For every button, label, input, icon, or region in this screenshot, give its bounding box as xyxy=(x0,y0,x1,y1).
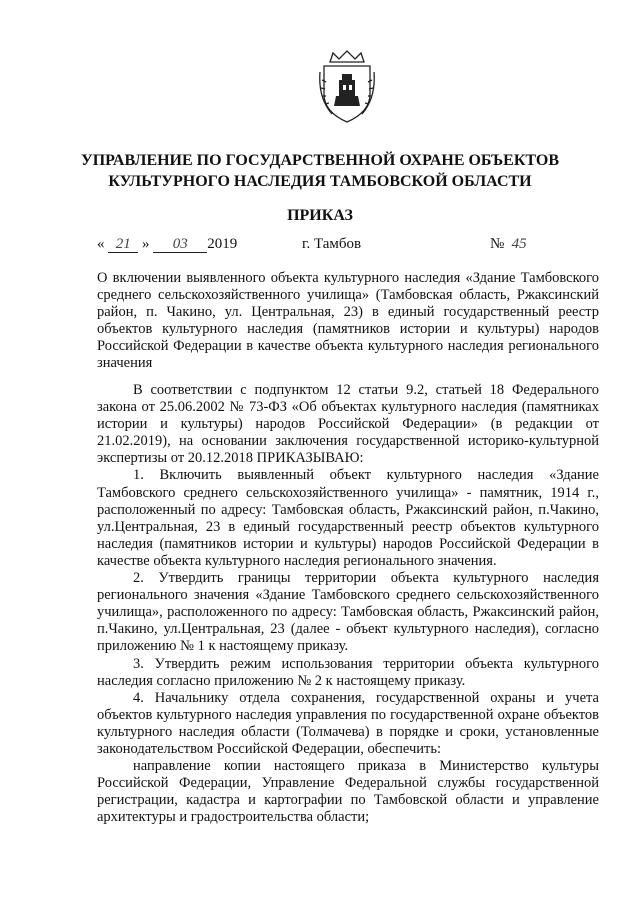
date-quote-close: » xyxy=(142,236,150,252)
document-type-title: ПРИКАЗ xyxy=(287,207,353,224)
date-month: 03 xyxy=(153,237,207,253)
order-date xyxy=(97,236,237,253)
number-label: № xyxy=(490,236,505,252)
organization-line-1: УПРАВЛЕНИЕ ПО ГОСУДАРСТВЕННОЙ ОХРАНЕ ОБЪЕКТОВ xyxy=(80,152,559,169)
number-value: 45 xyxy=(511,236,527,252)
order-subject: О включении выявленного объекта культурного наследия «Здание Тамбовского среднего сельскохозяйственного училища» (Тамбовская область, Ржаксинский район, п. Чакино, ул. Центральная, 23) в единый государственный реестр объектов культурного наследия (памятников истории и культуры) народов Российской Федерации в качестве объекта культурного наследия регионального значения xyxy=(97,270,599,371)
body-paragraph-item-2: 2. Утвердить границы территории объекта культурного наследия регионального значения «Здание Тамбовского среднего сельскохозяйственного училища», расположенного по адресу: Тамбовская область, Ржаксинский район, п.Чакино, ул.Центральная, 23 (далее - объект культурного наследия), согласно приложению № 1 к настоящему приказу. xyxy=(97,570,599,655)
order-body xyxy=(97,382,599,826)
body-paragraph-item-4-sub: направление копии настоящего приказа в Министерство культуры Российской Федерации, Управление Федеральной службы государственной регистрации, кадастра и картографии по Тамбовской области и управление архитектуры и градостроительства области; xyxy=(97,758,599,826)
order-number xyxy=(490,236,530,253)
date-quote-open: « xyxy=(97,236,105,252)
coat-of-arms-icon xyxy=(318,50,376,126)
date-year: 2019 xyxy=(207,236,238,252)
body-paragraph-item-3: 3. Утвердить режим использования территории объекта культурного наследия согласно приложению № 2 к настоящему приказу. xyxy=(97,655,599,689)
body-paragraph-item-4: 4. Начальнику отдела сохранения, государственной охраны и учета объектов культурного наследия управления по государственной охране объектов культурного наследия области (Толмачева) в порядке и сроки, установленные законодательством Российской Федерации, обеспечить: xyxy=(97,689,599,757)
body-paragraph-preamble: В соответствии с подпунктом 12 статьи 9.2, статьей 18 Федерального закона от 25.06.2002 № 73-ФЗ «Об объектах культурного наследия (памятниках истории и культуры) народов Российской Федерации» (в редакции от 21.02.2019), на основании заключения государственной историко-культурной экспертизы от 20.12.2018 ПРИКАЗЫВАЮ: xyxy=(97,382,599,467)
order-city: г. Тамбов xyxy=(302,236,362,252)
body-paragraph-item-1: 1. Включить выявленный объект культурного наследия «Здание Тамбовского среднего сельскохозяйственного училища» - памятник, 1914 г., расположенный по адресу: Тамбовская область, Ржаксинский район, п.Чакино, ул.Центральная, 23 в единый государственный реестр объектов культурного наследия (памятников истории и культуры) народов Российской Федерации в качестве объекта культурного наследия регионального значения. xyxy=(97,467,599,569)
organization-line-2: КУЛЬТУРНОГО НАСЛЕДИЯ ТАМБОВСКОЙ ОБЛАСТИ xyxy=(108,173,532,190)
organization-name xyxy=(0,150,640,192)
date-day: 21 xyxy=(108,237,138,253)
